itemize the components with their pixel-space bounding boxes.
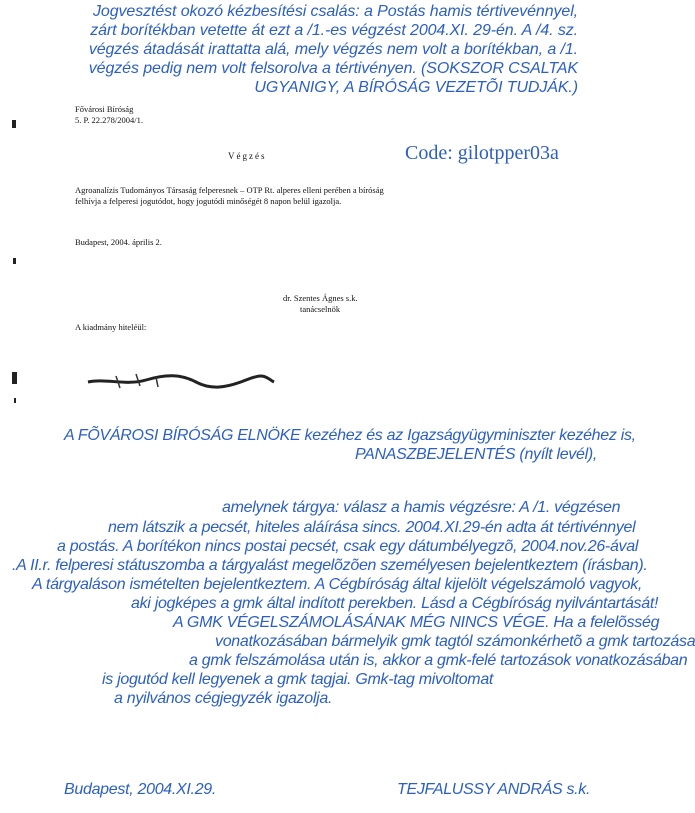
letter-line-7: A tárgyaláson ismételten bejelentkeztem. A Cégbíróság által kijelölt végelszámoló vagyok,	[32, 576, 643, 593]
signer-name: dr. Szentes Ágnes s.k.	[283, 293, 358, 303]
document-title: Végzés	[228, 151, 267, 161]
letter-line-3: amelynek tárgya: válasz a hamis végzésre: A /1. végzésen	[222, 499, 621, 516]
letter-line-10: vonatkozásában bármelyik gmk tagtól számonkérhetõ a gmk tartozása	[215, 633, 695, 650]
letter-line-1: A FÕVÁROSI BÍRÓSÁG ELNÖKE kezéhez és az Igazságyügyminiszter kezéhez is,	[64, 427, 636, 444]
signer-title: tanácselnök	[300, 304, 341, 314]
letter-line-2: PANASZBEJELENTÉS (nyílt levél),	[355, 446, 598, 463]
scan-edge-marks	[0, 0, 40, 420]
footer-signature-name: TEJFALUSSY ANDRÁS s.k.	[397, 781, 591, 798]
footer-date: Budapest, 2004.XI.29.	[64, 781, 217, 798]
document-body-line-2: felhívja a felperesi jogutódot, hogy jogutódi minőségét 8 napon belül igazolja.	[75, 196, 342, 206]
notice-line-4: végzés pedig nem volt felsorolva a tértivényen. (SOKSZOR CSALTAK	[88, 60, 578, 77]
copy-certification-label: A kiadmány hiteléül:	[75, 322, 147, 332]
notice-line-3: végzés átadását irattatta alá, mely végzés nem volt a borítékban, a /1.	[88, 41, 578, 58]
court-name: Fővárosi Bíróság	[75, 104, 134, 114]
notice-line-1: Jogvesztést okozó kézbesítési csalás: a Postás hamis tértivevénnyel,	[93, 3, 578, 20]
notice-line-2: zárt borítékban vetette át ezt a /1.-es végzést 2004.XI. 29-én. A /4. sz.	[90, 22, 578, 39]
letter-line-11: a gmk felszámolása után is, akkor a gmk-felé tartozások vonatkozásában	[189, 652, 688, 669]
letter-line-13: a nyilvános cégjegyzék igazolja.	[114, 690, 333, 707]
letter-line-12: is jogutód kell legyenek a gmk tagjai. Gmk-tag mivoltomat	[102, 671, 494, 688]
letter-line-6: .A II.r. felperesi státuszomba a tárgyalást megelõzõen személyesen bejelentkeztem (írásban).	[12, 557, 648, 574]
letter-line-5: a postás. A borítékon nincs postai pecsét, csak egy dátumbélyegzõ, 2004.nov.26-ával	[57, 538, 639, 555]
document-date: Budapest, 2004. április 2.	[75, 237, 162, 247]
code-label: Code: gilotpper03a	[405, 142, 559, 164]
notice-line-5: UGYANIGY, A BÍRÓSÁG VEZETÕI TUDJÁK.)	[254, 79, 578, 96]
letter-line-4: nem látszik a pecsét, hiteles aláírása sincs. 2004.XI.29-én adta át tértivénnyel	[108, 519, 636, 536]
document-body-line-1: Agroanalízis Tudományos Társaság felperesnek – OTP Rt. alperes elleni perében a bíróság	[75, 185, 384, 195]
letter-line-8: aki jogképes a gmk által indított perekben. Lásd a Cégbíróság nyilvántartását!	[131, 595, 659, 612]
signature-scribble	[86, 368, 276, 392]
case-number: 5. P. 22.278/2004/1.	[75, 115, 144, 125]
letter-line-9: A GMK VÉGELSZÁMOLÁSÁNAK MÉG NINCS VÉGE. Ha a felelõsség	[173, 614, 660, 631]
